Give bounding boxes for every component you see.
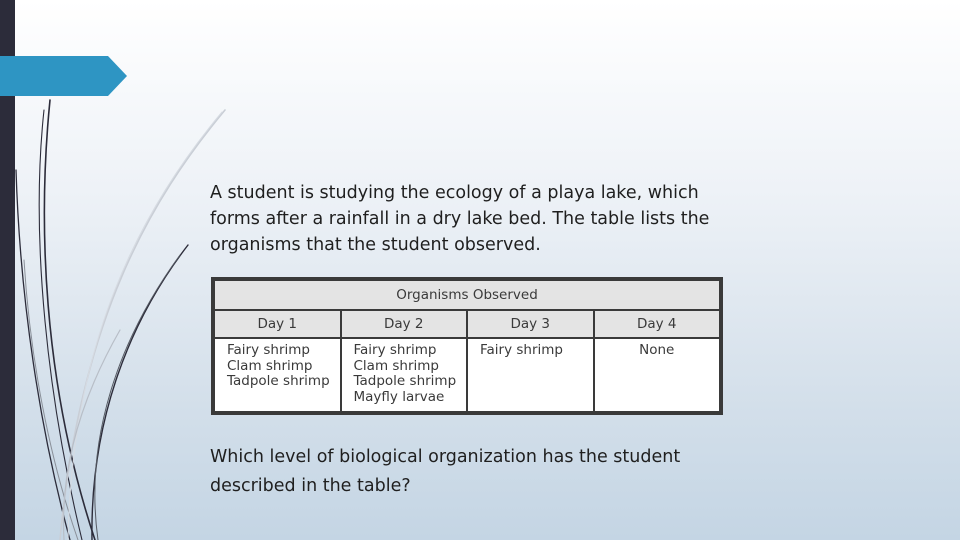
organisms-table (213, 279, 721, 413)
list-item: Mayfly larvae (353, 388, 445, 405)
column-header-day-3: Day 3 (468, 311, 593, 337)
day-3-organisms-cell (468, 339, 593, 411)
list-item: Fairy shrimp (480, 342, 563, 358)
intro-paragraph: A student is studying the ecology of a playa lake, which forms after a rainfall in a dry lake bed. The table lists the organisms that the student observed. (210, 183, 710, 255)
list-item: Tadpole shrimp (353, 373, 457, 389)
table-title: Organisms Observed (215, 281, 719, 309)
day-2-organisms-cell (342, 339, 467, 411)
table-title-row (215, 281, 719, 309)
question-paragraph: Which level of biological organization has the student described in the table? (210, 447, 681, 496)
organisms-table-frame (211, 277, 723, 415)
table-row (215, 339, 719, 411)
table-header-row (215, 311, 719, 337)
column-header-day-1: Day 1 (215, 311, 340, 337)
list-item: Tadpole shrimp (227, 373, 330, 389)
decorative-lines (0, 0, 240, 540)
day-1-organisms-cell (215, 339, 340, 411)
column-header-day-2: Day 2 (342, 311, 467, 337)
list-item: Clam shrimp (227, 357, 313, 374)
list-item: Fairy shrimp (353, 342, 437, 358)
list-item: Fairy shrimp (227, 342, 310, 358)
column-header-day-4: Day 4 (595, 311, 720, 337)
list-item: Clam shrimp (353, 357, 440, 374)
list-item: None (639, 342, 675, 358)
day-4-organisms-cell (595, 339, 720, 411)
